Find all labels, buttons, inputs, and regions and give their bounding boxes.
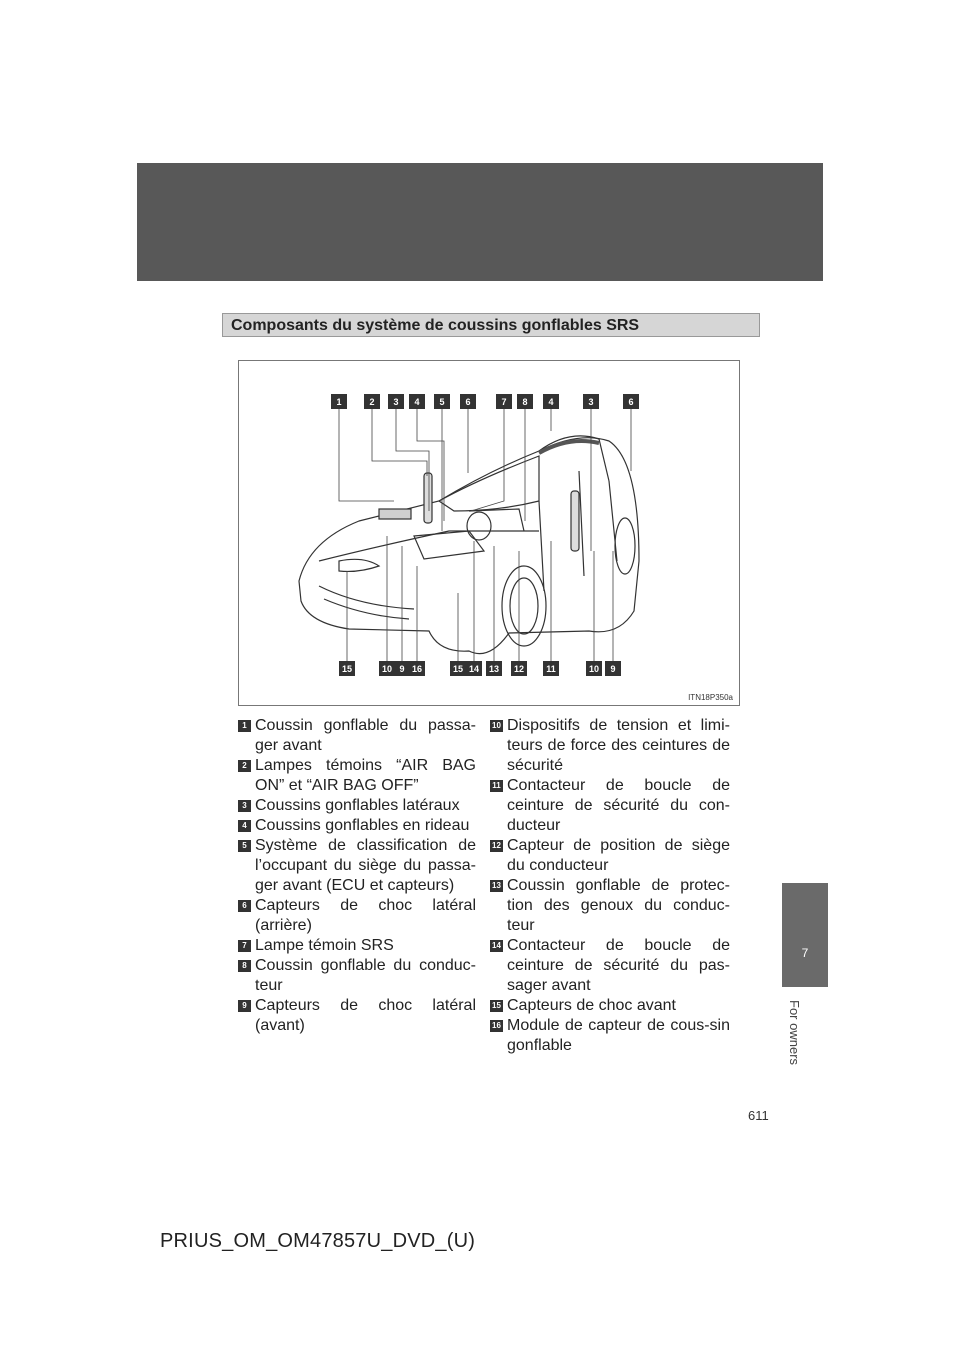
component-label: Contacteur de boucle de ceinture de sécurité du pas-sager avant bbox=[507, 937, 730, 994]
component-label: Coussin gonflable du passa-ger avant bbox=[255, 717, 476, 754]
callout-number-badge: 5 bbox=[238, 840, 251, 852]
component-item bbox=[238, 836, 476, 896]
callout-number: 7 bbox=[501, 397, 507, 407]
car-illustration bbox=[239, 361, 739, 705]
component-label: Dispositifs de tension et limi-teurs de force des ceintures de sécurité bbox=[507, 717, 730, 774]
bottom-callouts bbox=[339, 661, 621, 676]
callout-number-badge: 16 bbox=[490, 1020, 503, 1032]
callout-number-badge: 14 bbox=[490, 940, 503, 952]
component-item bbox=[238, 796, 476, 816]
callout-number: 4 bbox=[548, 397, 554, 407]
component-label: Capteurs de choc avant bbox=[507, 997, 676, 1014]
callout-number: 16 bbox=[411, 664, 423, 674]
component-label: Capteurs de choc latéral (arrière) bbox=[255, 897, 476, 934]
callout-number: 15 bbox=[341, 664, 353, 674]
callout-number: 1 bbox=[336, 397, 342, 407]
callout-number-badge: 6 bbox=[238, 900, 251, 912]
callout-number-badge: 8 bbox=[238, 960, 251, 972]
component-item bbox=[238, 996, 476, 1036]
component-list-left bbox=[238, 716, 476, 1036]
component-label: Contacteur de boucle de ceinture de sécurité du con-ducteur bbox=[507, 777, 730, 834]
chapter-number: 7 bbox=[801, 946, 809, 960]
leader-lines bbox=[339, 406, 631, 661]
callout-number: 8 bbox=[522, 397, 528, 407]
callout-number-badge: 12 bbox=[490, 840, 503, 852]
component-item bbox=[490, 876, 730, 936]
top-callouts bbox=[331, 394, 639, 409]
component-item bbox=[490, 1016, 730, 1056]
component-item bbox=[490, 716, 730, 776]
callout-number: 13 bbox=[488, 664, 500, 674]
component-label: Capteur de position de siège du conducteur bbox=[507, 837, 730, 874]
callout-number: 15 bbox=[452, 664, 464, 674]
component-label: Lampe témoin SRS bbox=[255, 937, 394, 954]
callout-number: 6 bbox=[628, 397, 634, 407]
callout-number-badge: 15 bbox=[490, 1000, 503, 1012]
section-title: Composants du système de coussins gonflables SRS bbox=[222, 313, 760, 337]
callout-number-badge: 11 bbox=[490, 780, 503, 792]
callout-number: 10 bbox=[381, 664, 393, 674]
component-item bbox=[490, 936, 730, 996]
component-item bbox=[238, 756, 476, 796]
chapter-label bbox=[780, 1000, 810, 1070]
chapter-label-text: For owners bbox=[787, 1000, 802, 1066]
component-label: Système de classification de l’occupant du siège du passa-ger avant (ECU et capteurs) bbox=[255, 837, 476, 894]
component-label: Coussin gonflable de protec-tion des genoux du conduc-teur bbox=[507, 877, 730, 934]
callout-number-badge: 13 bbox=[490, 880, 503, 892]
callout-number: 6 bbox=[465, 397, 471, 407]
component-item bbox=[238, 956, 476, 996]
callout-number-badge: 1 bbox=[238, 720, 251, 732]
callout-number: 5 bbox=[439, 397, 445, 407]
component-item bbox=[490, 836, 730, 876]
callout-number-badge: 9 bbox=[238, 1000, 251, 1012]
chapter-tab bbox=[782, 883, 828, 987]
callout-number: 9 bbox=[610, 664, 616, 674]
callout-number-badge: 7 bbox=[238, 940, 251, 952]
component-item bbox=[238, 816, 476, 836]
callout-number-badge: 4 bbox=[238, 820, 251, 832]
page-number: 611 bbox=[748, 1108, 769, 1123]
component-label: Coussin gonflable du conduc-teur bbox=[255, 957, 476, 994]
callout-number: 10 bbox=[588, 664, 600, 674]
callout-number: 2 bbox=[369, 397, 375, 407]
component-label: Capteurs de choc latéral (avant) bbox=[255, 997, 476, 1034]
callout-number: 11 bbox=[546, 664, 556, 674]
callout-number-badge: 10 bbox=[490, 720, 503, 732]
header-band bbox=[137, 163, 823, 281]
document-code-footer: PRIUS_OM_OM47857U_DVD_(U) bbox=[160, 1230, 476, 1252]
component-list-right bbox=[490, 716, 730, 1056]
component-item bbox=[490, 996, 730, 1016]
figure-code: ITN18P350a bbox=[688, 693, 733, 702]
component-label: Lampes témoins “AIR BAG ON” et “AIR BAG OFF” bbox=[255, 757, 476, 794]
component-item bbox=[238, 716, 476, 756]
callout-number: 14 bbox=[468, 664, 480, 674]
component-label: Module de capteur de cous-sin gonflable bbox=[507, 1017, 730, 1054]
callout-number: 3 bbox=[393, 397, 399, 407]
component-item bbox=[238, 896, 476, 936]
callout-number: 12 bbox=[513, 664, 525, 674]
callout-number: 9 bbox=[399, 664, 405, 674]
car-outline bbox=[299, 436, 639, 654]
callout-number-badge: 3 bbox=[238, 800, 251, 812]
component-label: Coussins gonflables en rideau bbox=[255, 817, 470, 834]
airbag-components-figure bbox=[238, 360, 740, 706]
component-item bbox=[238, 936, 476, 956]
callout-number: 3 bbox=[588, 397, 594, 407]
component-item bbox=[490, 776, 730, 836]
callout-number: 4 bbox=[414, 397, 420, 407]
callout-number-badge: 2 bbox=[238, 760, 251, 772]
component-label: Coussins gonflables latéraux bbox=[255, 797, 460, 814]
